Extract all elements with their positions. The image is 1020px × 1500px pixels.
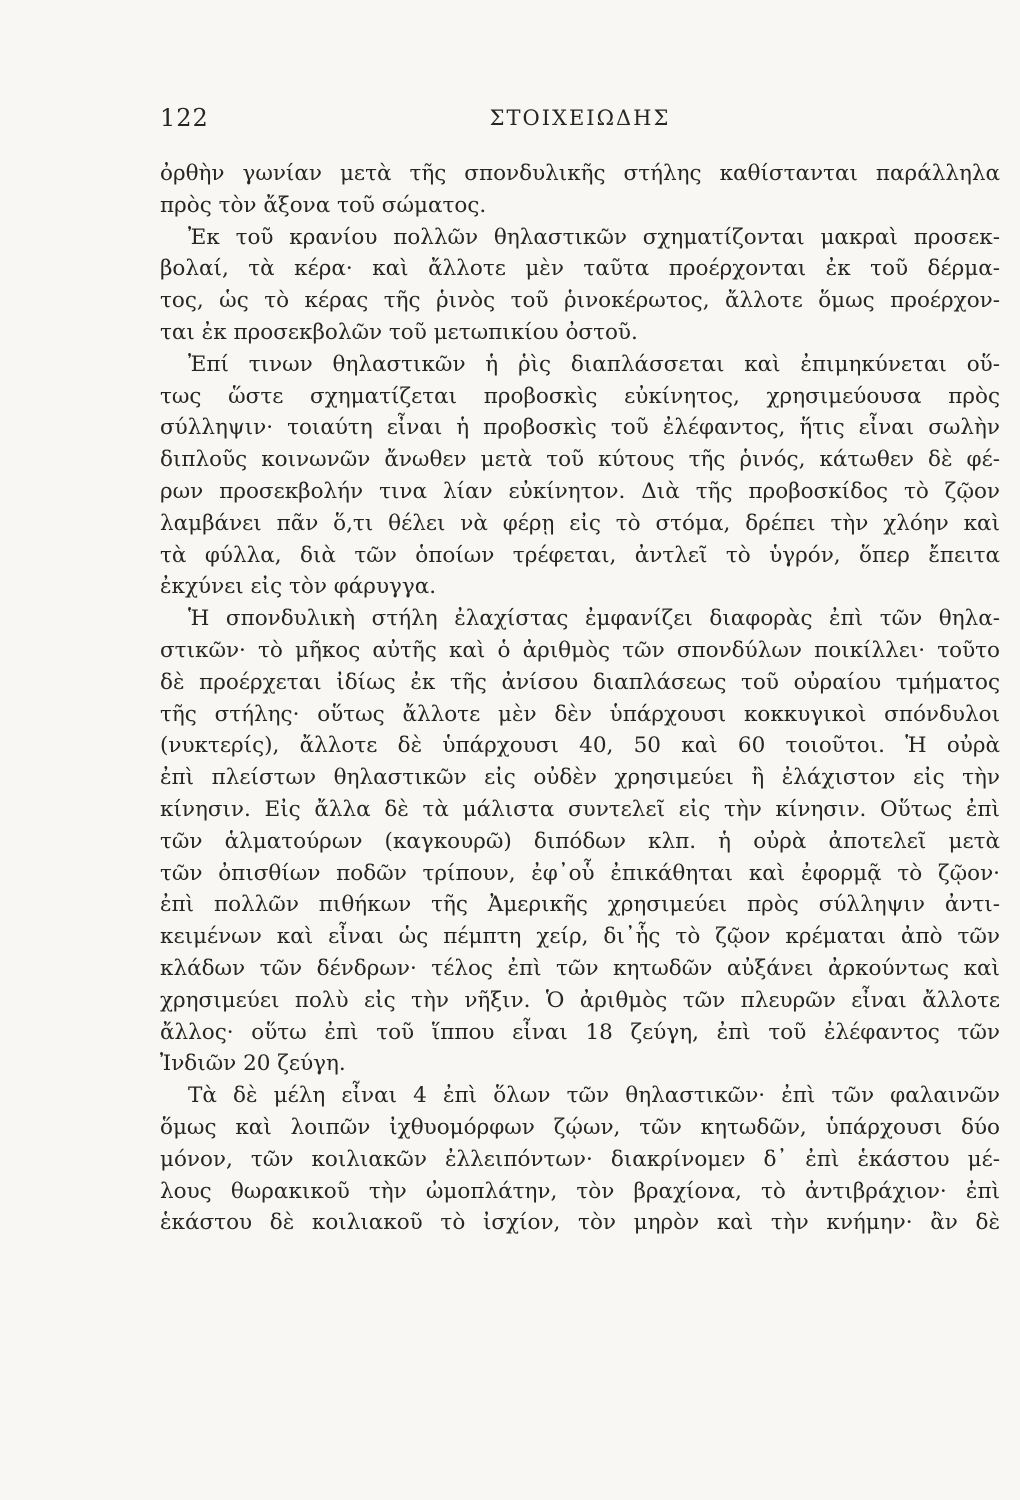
text-line: διπλοῦς κοινωνῶν ἄνωθεν μετὰ τοῦ κύτους τῆς ῥινός, κάτωθεν δὲ φέ- [160, 447, 1000, 473]
text-line: στικῶν· τὸ μῆκος αὐτῆς καὶ ὁ ἀριθμὸς τῶν σπονδύλων ποικίλλει· τοῦτο [160, 637, 1000, 663]
text-line: βολαί, τὰ κέρα· καὶ ἄλλοτε μὲν ταῦτα προέρχονται ἐκ τοῦ δέρμα- [160, 256, 1000, 282]
text-line: ται ἐκ προσεκβολῶν τοῦ μετωπικίου ὀστοῦ. [160, 319, 638, 345]
text-line: Τὰ δὲ μέλη εἶναι 4 ἐπὶ ὅλων τῶν θηλαστικῶν· ἐπὶ τῶν φαλαινῶν [188, 1083, 1000, 1109]
text-line: ἐπὶ πολλῶν πιθήκων τῆς Ἀμερικῆς χρησιμεύει πρὸς σύλληψιν ἀντι- [160, 892, 1000, 918]
text-line: ἐπὶ πλείστων θηλαστικῶν εἰς οὐδὲν χρησιμεύει ἢ ἐλάχιστον εἰς τὴν [160, 765, 1000, 791]
text-line: χρησιμεύει πολὺ εἰς τὴν νῆξιν. Ὁ ἀριθμὸς τῶν πλευρῶν εἶναι ἄλλοτε [160, 987, 1000, 1013]
text-line: λαμβάνει πᾶν ὅ,τι θέλει νὰ φέρῃ εἰς τὸ στόμα, δρέπει τὴν χλόην καὶ [160, 510, 1000, 536]
text-line: δὲ προέρχεται ἰδίως ἐκ τῆς ἀνίσου διαπλάσεως τοῦ οὐραίου τμήματος [160, 669, 1000, 695]
text-line: ἐκχύνει εἰς τὸν φάρυγγα. [160, 574, 437, 600]
text-line: τῶν ὀπισθίων ποδῶν τρίπουν, ἐφ᾽οὗ ἐπικάθηται καὶ ἐφορμᾷ τὸ ζῷον· [160, 860, 1000, 886]
text-line: τῶν ἁλματούρων (καγκουρῶ) διπόδων κλπ. ἡ οὐρὰ ἀποτελεῖ μετὰ [160, 828, 1000, 854]
text-line: ὀρθὴν γωνίαν μετὰ τῆς σπονδυλικῆς στήλης καθίστανται παράλληλα [160, 161, 1000, 186]
text-line: ὅμως καὶ λοιπῶν ἰχθυομόρφων ζῴων, τῶν κητωδῶν, ὑπάρχουσι δύο [160, 1114, 1000, 1140]
page-number: 122 [160, 104, 209, 132]
text-line: κίνησιν. Εἰς ἄλλα δὲ τὰ μάλιστα συντελεῖ εἰς τὴν κίνησιν. Οὕτως ἐπὶ [160, 796, 1000, 822]
text-line: (νυκτερίς), ἄλλοτε δὲ ὑπάρχουσι 40, 50 καὶ 60 τοιοῦτοι. Ἡ οὐρὰ [160, 733, 1000, 759]
text-line: τὰ φύλλα, διὰ τῶν ὁποίων τρέφεται, ἀντλεῖ τὸ ὑγρόν, ὅπερ ἔπειτα [160, 542, 1000, 568]
text-line: ἄλλος· οὕτω ἐπὶ τοῦ ἵππου εἶναι 18 ζεύγη, ἐπὶ τοῦ ἐλέφαντος τῶν [160, 1019, 1000, 1045]
text-line: ἑκάστου δὲ κοιλιακοῦ τὸ ἰσχίον, τὸν μηρὸν καὶ τὴν κνήμην· ἂν δὲ [160, 1210, 1000, 1236]
text-line: κλάδων τῶν δένδρων· τέλος ἐπὶ τῶν κητωδῶν αὐξάνει ἀρκούντως καὶ [160, 955, 1000, 981]
text-line: Ἐκ τοῦ κρανίου πολλῶν θηλαστικῶν σχηματίζονται μακραὶ προσεκ- [188, 224, 1000, 250]
body-text [160, 158, 1000, 1239]
text-line: κειμένων καὶ εἶναι ὡς πέμπτη χείρ, δι᾽ἧς τὸ ζῷον κρέμαται ἀπὸ τῶν [160, 924, 1000, 950]
text-line: Ἡ σπονδυλικὴ στήλη ἐλαχίστας ἐμφανίζει διαφορὰς ἐπὶ τῶν θηλα- [188, 606, 1000, 632]
text-line: σύλληψιν· τοιαύτη εἶναι ἡ προβοσκὶς τοῦ ἐλέφαντος, ἥτις εἶναι σωλὴν [160, 415, 1000, 441]
text-line: μόνον, τῶν κοιλιακῶν ἐλλειπόντων· διακρίνομεν δ᾽ ἐπὶ ἑκάστου μέ- [160, 1146, 1000, 1172]
text-line: τῆς στήλης· οὕτως ἄλλοτε μὲν δὲν ὑπάρχουσι κοκκυγικοὶ σπόνδυλοι [160, 701, 1000, 727]
text-line: Ἐπί τινων θηλαστικῶν ἡ ῥὶς διαπλάσσεται καὶ ἐπιμηκύνεται οὕ- [188, 351, 1000, 377]
page-header [160, 104, 1000, 134]
text-line: λους θωρακικοῦ τὴν ὠμοπλάτην, τὸν βραχίονα, τὸ ἀντιβράχιον· ἐπὶ [160, 1178, 1000, 1204]
text-line: Ἰνδιῶν 20 ζεύγη. [160, 1051, 346, 1077]
running-head: ΣΤΟΙΧΕΙΩΔΗΣ [489, 106, 671, 130]
text-line: πρὸς τὸν ἄξονα τοῦ σώματος. [160, 192, 487, 218]
text-line: τος, ὡς τὸ κέρας τῆς ῥινὸς τοῦ ῥινοκέρωτος, ἄλλοτε ὅμως προέρχον- [160, 288, 1000, 314]
text-line: ρων προσεκβολήν τινα λίαν εὐκίνητον. Διὰ τῆς προβοσκίδος τὸ ζῷον [160, 478, 1000, 504]
text-line: τως ὥστε σχηματίζεται προβοσκὶς εὐκίνητος, χρησιμεύουσα πρὸς [160, 383, 1000, 409]
